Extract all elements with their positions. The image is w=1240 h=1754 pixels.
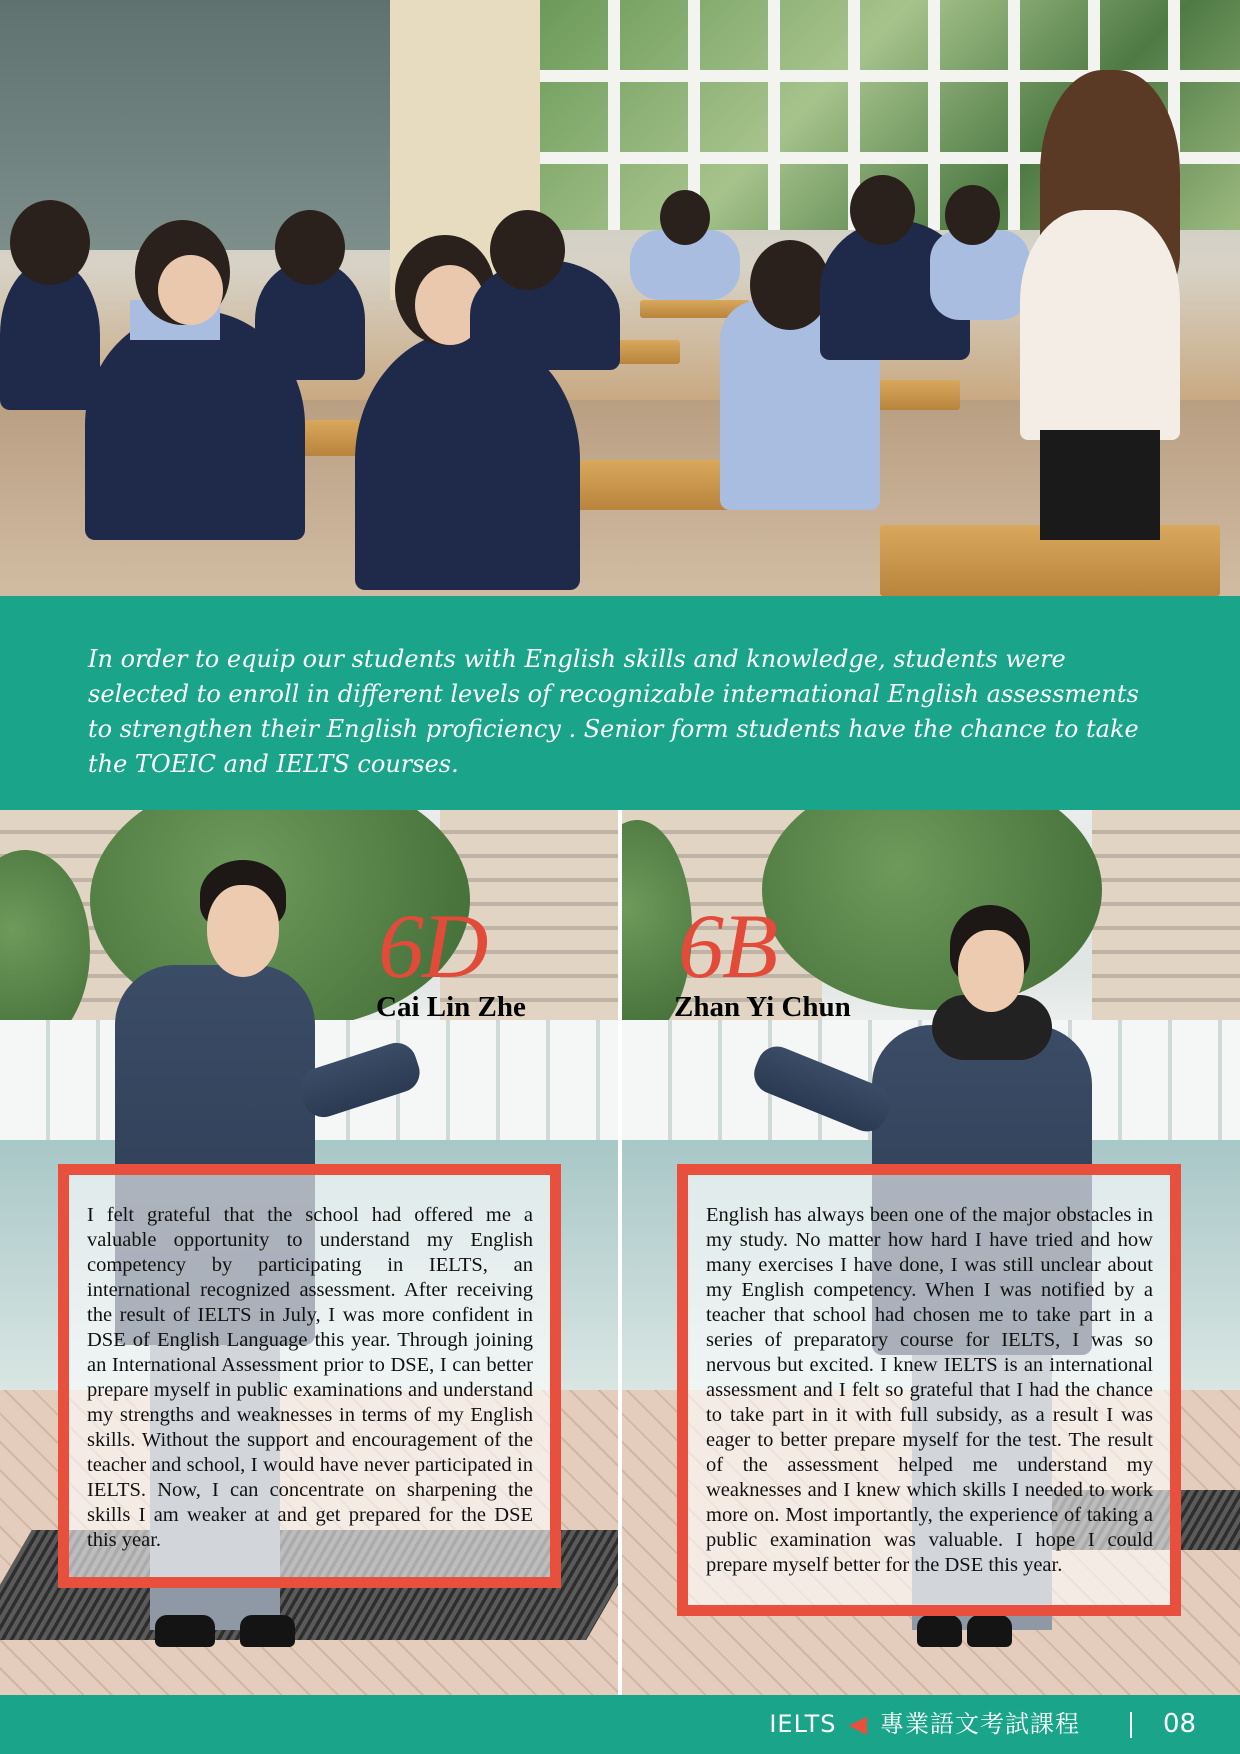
quote-text-left: I felt grateful that the school had offered me a valuable opportunity to understand my English competency by participating in IELTS, an international recognized assessment. After receiving the result of IELTS in July, I was more confident in DSE of English Language this year. Through joining an International Assessment prior to DSE, I can better prepare myself in public examinations and understand my strengths and weaknesses in terms of my English skills. Without the support and encouragement of the teacher and school, I would have never participated in IELTS. Now, I can concentrate on sharpening the skills I am weaker at and get prepared for the DSE this year.: [87, 1204, 533, 1551]
student-head: [660, 190, 710, 245]
arrow-left-icon: ◀: [848, 1710, 868, 1738]
quote-box-right: [677, 1164, 1181, 1616]
face: [207, 885, 279, 977]
footer-section-label: [769, 1695, 1080, 1754]
quote-box-left: [58, 1164, 561, 1588]
quote-text-right: English has always been one of the major obstacles in my study. No matter how hard I have tried and how many exercises I have done, I was still unclear about my English competency. When I was notified by a teacher that school had chosen me to take part in a series of preparatory course for IELTS, I was so nervous but excited. I knew IELTS is an international assessment and I felt so grateful that I had the chance to take part in it with full subsidy, as a result I was eager to better prepare myself for the test. The result of the assessment helped me understand my weaknesses and I knew which skills I needed to work more on. Most importantly, the experience of taking a public examination was valuable. I hope I could prepare myself better for the DSE this year.: [706, 1204, 1153, 1576]
classroom-photo: [0, 0, 1240, 596]
intro-text: In order to equip our students with English skills and knowledge, students were selected to enroll in different levels of recognizable international English assessments to strengthen their English proficiency . Senior form students have the chance to take the TOEIC and IELTS courses.: [88, 645, 1139, 778]
student-face: [158, 255, 223, 325]
student-head: [850, 175, 915, 245]
footer-section: IELTS: [769, 1710, 837, 1738]
class-label-right: 6B: [678, 895, 777, 997]
student-name-left: Cai Lin Zhe: [376, 991, 526, 1023]
teacher-trousers: [1040, 430, 1160, 540]
shoe: [917, 1615, 962, 1647]
building: [1092, 810, 1240, 1040]
student-head: [945, 185, 1000, 245]
student-head: [10, 200, 90, 285]
student-head: [275, 210, 345, 285]
page-number: 08: [1163, 1709, 1197, 1739]
student-name-right: Zhan Yi Chun: [674, 991, 851, 1023]
shoe: [967, 1615, 1012, 1647]
shoe: [155, 1615, 215, 1647]
student-head: [490, 210, 565, 290]
student-head: [750, 240, 830, 330]
footer-divider: [1130, 1712, 1132, 1738]
class-label-left: 6D: [378, 895, 487, 997]
footer-subtitle: 專業語文考試課程: [880, 1710, 1080, 1738]
face: [958, 930, 1024, 1012]
shoe: [240, 1615, 295, 1647]
teacher-blouse: [1020, 210, 1180, 440]
